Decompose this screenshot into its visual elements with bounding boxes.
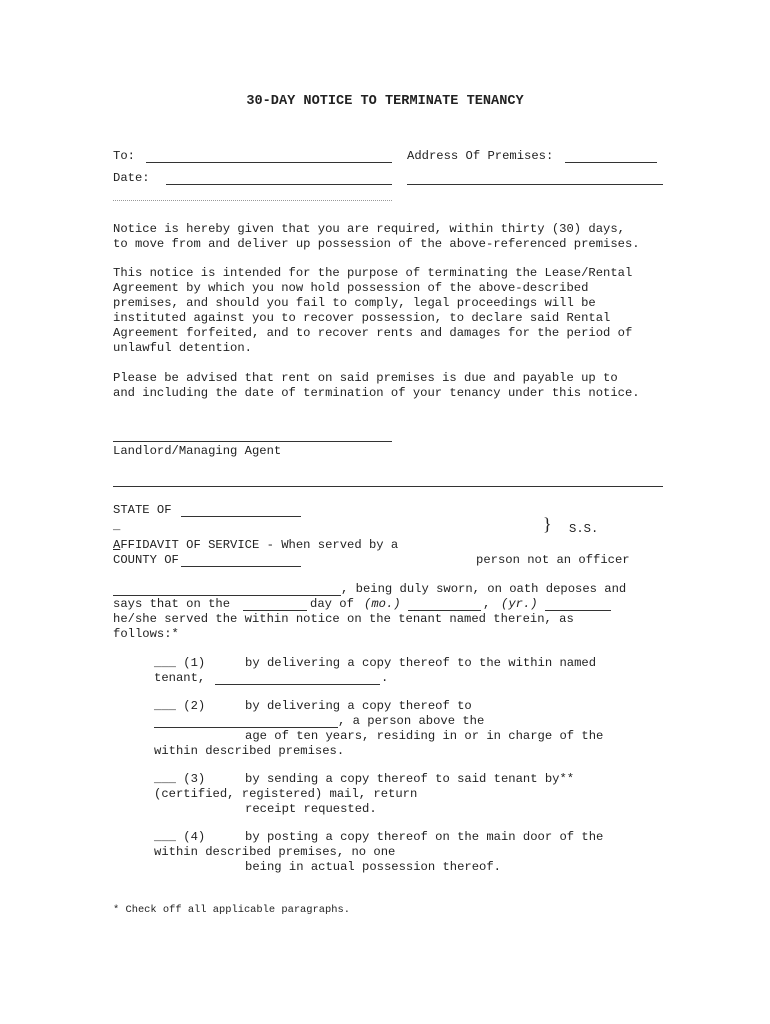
footnote: * Check off all applicable paragraphs. (113, 904, 350, 916)
option-text: by posting a copy thereof on the main door of the (245, 830, 604, 844)
sworn-text: , being duly sworn, on oath deposes and (341, 582, 627, 596)
option-checkbox[interactable]: ___ (3) (154, 772, 206, 786)
paragraph-line: Please be advised that rent on said premises is due and payable up to (113, 371, 618, 385)
signature-line[interactable] (113, 441, 392, 442)
state-field-line[interactable] (181, 516, 301, 517)
date-dotted-line (113, 200, 392, 201)
month-label: (mo.) (364, 597, 401, 611)
option-text: by sending a copy thereof to said tenant by** (245, 772, 575, 786)
affidavit-heading (113, 538, 398, 553)
comma-mark: , (483, 597, 491, 611)
state-of-label: STATE OF (113, 503, 172, 517)
underscore-mark: _ (113, 519, 121, 533)
county-of-label: COUNTY OF (113, 553, 179, 567)
option-text: , a person above the (338, 714, 485, 728)
ss-label: S.S. (569, 522, 599, 536)
year-label: (yr.) (501, 597, 538, 611)
follows-label: follows:* (113, 627, 179, 641)
address-field-line-2[interactable] (407, 184, 663, 185)
tenant-name-line[interactable] (215, 684, 380, 685)
section-divider (113, 486, 663, 487)
paragraph-line: instituted against you to recover possession, to declare said Rental (113, 311, 611, 325)
to-field-line[interactable] (146, 162, 392, 163)
paragraph-line: Agreement by which you now hold possession of the above-described (113, 281, 589, 295)
option-text: by delivering a copy thereof to the within named (245, 656, 597, 670)
affidavit-first-letter: A (113, 538, 121, 552)
date-label: Date: (113, 171, 150, 185)
option-text: tenant, (154, 671, 206, 685)
year-field-line[interactable] (545, 610, 611, 611)
person-not-officer: person not an officer (476, 553, 630, 567)
to-label: To: (113, 149, 135, 163)
day-of-label: day of (310, 597, 354, 611)
served-line: he/she served the within notice on the tenant named therein, as (113, 612, 574, 626)
says-that-label: says that on the (113, 597, 231, 611)
paragraph-line: to move from and deliver up possession of the above-referenced premises. (113, 237, 640, 251)
option-checkbox[interactable]: ___ (1) (154, 656, 206, 670)
paragraph-line: Agreement forfeited, and to recover rents and damages for the period of (113, 326, 633, 340)
option-text: (certified, registered) mail, return (154, 787, 418, 801)
month-field-line[interactable] (408, 610, 481, 611)
paragraph-line: unlawful detention. (113, 341, 252, 355)
signature-label: Landlord/Managing Agent (113, 444, 282, 458)
option-text: receipt requested. (245, 802, 377, 816)
brace-mark: } (543, 514, 552, 534)
server-name-line[interactable] (113, 595, 341, 596)
document-title: 30-DAY NOTICE TO TERMINATE TENANCY (246, 94, 524, 109)
option-text: being in actual possession thereof. (245, 860, 501, 874)
paragraph-line: and including the date of termination of your tenancy under this notice. (113, 386, 640, 400)
date-field-line[interactable] (166, 184, 392, 185)
period-mark: . (381, 671, 389, 685)
address-label: Address Of Premises: (407, 149, 554, 163)
paragraph-line: premises, and should you fail to comply, legal proceedings will be (113, 296, 596, 310)
paragraph-line: This notice is intended for the purpose of terminating the Lease/Rental (113, 266, 633, 280)
option-checkbox[interactable]: ___ (2) (154, 699, 206, 713)
county-field-line[interactable] (181, 566, 301, 567)
option-text: within described premises. (154, 744, 345, 758)
option-text: within described premises, no one (154, 845, 396, 859)
option-text: age of ten years, residing in or in charge of the (245, 729, 604, 743)
affidavit-heading-text: FFIDAVIT OF SERVICE - When served by a (120, 538, 399, 552)
option-text: by delivering a copy thereof to (245, 699, 472, 713)
person-name-line[interactable] (154, 727, 338, 728)
paragraph-line: Notice is hereby given that you are required, within thirty (30) days, (113, 222, 625, 236)
option-checkbox[interactable]: ___ (4) (154, 830, 206, 844)
address-field-line[interactable] (565, 162, 657, 163)
day-field-line[interactable] (243, 610, 307, 611)
